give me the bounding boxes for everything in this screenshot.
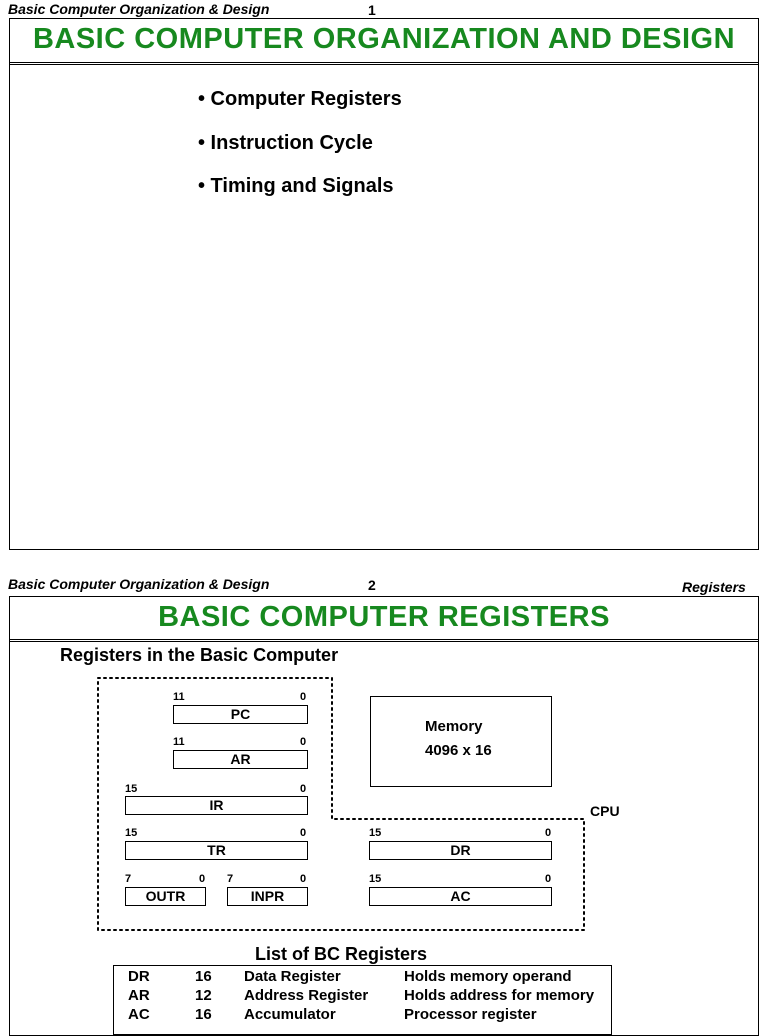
table-cell-name: AR <box>128 987 150 1004</box>
inpr-lsb: 0 <box>300 873 307 885</box>
ac-lsb: 0 <box>545 873 552 885</box>
ir-lsb: 0 <box>300 783 307 795</box>
tr-lsb: 0 <box>300 827 307 839</box>
table-cell-description: Processor register <box>404 1006 537 1023</box>
table-row <box>114 968 611 987</box>
register-dr: DR <box>369 841 552 860</box>
slide-1-header-title: Basic Computer Organization & Design <box>8 1 270 17</box>
table-cell-full-name: Address Register <box>244 987 369 1004</box>
table-cell-full-name: Data Register <box>244 968 341 985</box>
slide-2-header-title: Basic Computer Organization & Design <box>8 576 270 592</box>
table-cell-bits: 16 <box>195 968 212 985</box>
table-cell-name: DR <box>128 968 150 985</box>
pc-msb: 11 <box>173 691 185 703</box>
slide-2-section-label: Registers <box>682 579 746 595</box>
slide-2-page-number: 2 <box>368 577 376 593</box>
slide-1-page-number: 1 <box>368 2 376 18</box>
register-tr: TR <box>125 841 308 860</box>
table-cell-bits: 12 <box>195 987 212 1004</box>
table-cell-name: AC <box>128 1006 150 1023</box>
ac-msb: 15 <box>369 873 382 885</box>
pc-lsb: 0 <box>300 691 307 703</box>
register-ar: AR <box>173 750 308 769</box>
tr-msb: 15 <box>125 827 138 839</box>
outr-lsb: 0 <box>199 873 206 885</box>
ar-lsb: 0 <box>300 736 307 748</box>
dr-lsb: 0 <box>545 827 552 839</box>
register-pc: PC <box>173 705 308 724</box>
registers-subtitle: Registers in the Basic Computer <box>60 645 339 665</box>
table-cell-bits: 16 <box>195 1006 212 1023</box>
memory-label: Memory <box>425 718 483 735</box>
slide-2-title: BASIC COMPUTER REGISTERS <box>158 601 610 633</box>
bullet-instruction-cycle: • Instruction Cycle <box>198 132 373 154</box>
register-ir: IR <box>125 796 308 815</box>
ir-msb: 15 <box>125 783 138 795</box>
register-list-title: List of BC Registers <box>255 944 428 964</box>
outr-msb: 7 <box>125 873 132 885</box>
table-row <box>114 1006 611 1025</box>
register-outr: OUTR <box>125 887 206 906</box>
register-ac: AC <box>369 887 552 906</box>
bullet-timing-and-signals: • Timing and Signals <box>198 175 394 197</box>
table-cell-full-name: Accumulator <box>244 1006 336 1023</box>
inpr-msb: 7 <box>227 873 234 885</box>
table-cell-description: Holds memory operand <box>404 968 572 985</box>
register-inpr: INPR <box>227 887 308 906</box>
register-table <box>113 965 612 1035</box>
ar-msb: 11 <box>173 736 185 748</box>
slide-1-title: BASIC COMPUTER ORGANIZATION AND DESIGN <box>32 23 736 55</box>
memory-size: 4096 x 16 <box>425 742 492 759</box>
dr-msb: 15 <box>369 827 382 839</box>
table-cell-description: Holds address for memory <box>404 987 595 1004</box>
table-row <box>114 987 611 1006</box>
bullet-computer-registers: • Computer Registers <box>198 88 402 110</box>
cpu-label: CPU <box>590 803 620 819</box>
